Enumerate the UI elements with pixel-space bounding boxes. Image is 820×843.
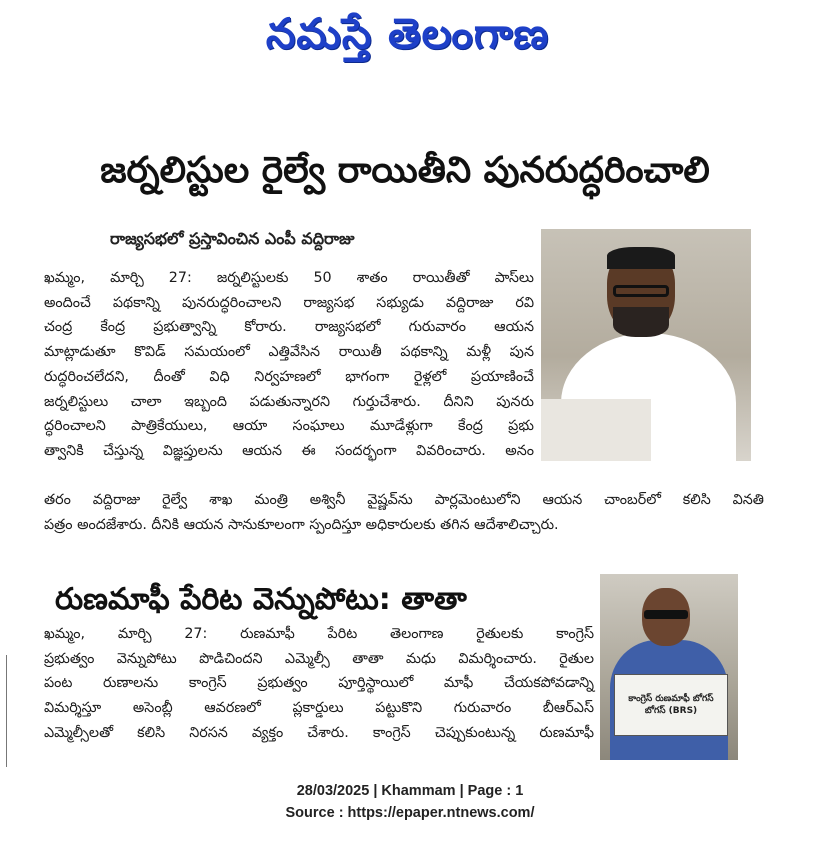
protest-placard: [614, 674, 728, 736]
photo-beard: [613, 307, 669, 337]
placard-text: కాంగ్రెస్ రుణమాఫీ బోగస్ బోగస్ (BRS): [628, 694, 714, 716]
margin-rule: [6, 655, 7, 767]
article2-headline: రుణమాఫీ పేరిట వెన్నుపోటు: తాతా: [55, 582, 467, 617]
article1-line: అందించే పథకాన్ని పునరుద్ధరించాలని రాజ్యసభ సభ్యుడు వద్దిరాజు రవి: [44, 294, 534, 311]
article1-headline: జర్నలిస్టుల రైల్వే రాయితీని పునరుద్ధరించాలి: [100, 150, 710, 191]
article1-line: రుద్ధరించలేదని, దీంతో విధి నిర్వహణలో భాగంగా రైళ్లలో ప్రయాణించే: [44, 368, 534, 385]
article1-body-wide: [44, 488, 764, 537]
article2-photo: [600, 574, 738, 760]
article1-line: మాట్లాడుతూ కొవిడ్ సమయంలో ఎత్తివేసిన రాయితీ పథకాన్ని మళ్లీ పున: [44, 344, 534, 361]
article1-line: త్వానికి చేస్తున్న విజ్ఞప్తులను ఆయన ఈ సందర్భంగా వివరించారు. అనం: [44, 442, 534, 459]
article2-line: ఎమ్మెల్సీలతో కలిసి నిరసన వ్యక్తం చేశారు. కాంగ్రెస్ చెప్పుకుంటున్న రుణమాఫీ: [44, 724, 594, 741]
article1-line: తరం వద్దిరాజు రైల్వే శాఖ మంత్రి అశ్వినీ వైష్ణవ్‌ను పార్లమెంటులోని ఆయన చాంబర్‌లో కలిసి వినతి: [44, 492, 764, 508]
photo-glasses: [644, 610, 688, 619]
article1-line: ఖమ్మం, మార్చి 27: జర్నలిస్టులకు 50 శాతం రాయితీతో పాస్‌లు: [44, 270, 534, 286]
article2-line: ప్రభుత్వం వెన్నుపోటు పొడిచిందని ఎమ్మెల్సీ తాతా మధు విమర్శించారు. రైతుల: [44, 650, 594, 667]
article1-subheadline: రాజ్యసభలో ప్రస్తావించిన ఎంపీ వద్దిరాజు: [110, 229, 355, 248]
article1-line: జర్నలిస్టులు చాలా ఇబ్బంది పడుతున్నారని గుర్తుచేశారు. దీనిని పునరు: [44, 393, 534, 410]
article2-line: పంట రుణాలను కాంగ్రెస్ ప్రభుత్వం పూర్తిస్థాయిలో మాఫీ చేయకపోవడాన్ని: [44, 675, 594, 692]
article2-line: విమర్శిస్తూ అసెంబ్లీ ఆవరణలో ప్లకార్డులు పట్టుకొని గురువారం బీఆర్‌ఎస్: [44, 700, 594, 717]
footer-source-link[interactable]: Source : https://epaper.ntnews.com/: [285, 805, 535, 821]
article1-line: ద్ధరించాలని పాత్రికేయులు, ఆయా సంఘాలు మూడేళ్లుగా కేంద్ర ప్రభు: [44, 418, 534, 435]
masthead-logo: [195, 10, 620, 68]
footer-date-edition: 28/03/2025 | Khammam | Page : 1: [296, 783, 524, 799]
photo-hair: [607, 247, 675, 269]
article1-photo: [541, 229, 751, 461]
article2-body: [44, 622, 594, 746]
article2-line: ఖమ్మం, మార్చి 27: రుణమాఫీ పేరిట తెలంగాణ రైతులకు కాంగ్రెస్: [44, 626, 594, 642]
page-footer: [0, 780, 820, 824]
photo-glasses: [613, 285, 669, 297]
photo-papers: [541, 399, 651, 461]
article1-body: [44, 266, 534, 464]
article1-line: పత్రం అందజేశారు. దీనికి ఆయన సానుకూలంగా స్పందిస్తూ అధికారులకు తగిన ఆదేశాలిచ్చారు.: [44, 516, 559, 533]
masthead-title: నమస్తే తెలంగాణ: [265, 9, 550, 58]
article1-line: చంద్ర కేంద్ర ప్రభుత్వాన్ని కోరారు. రాజ్యసభలో గురువారం ఆయన: [44, 319, 534, 336]
